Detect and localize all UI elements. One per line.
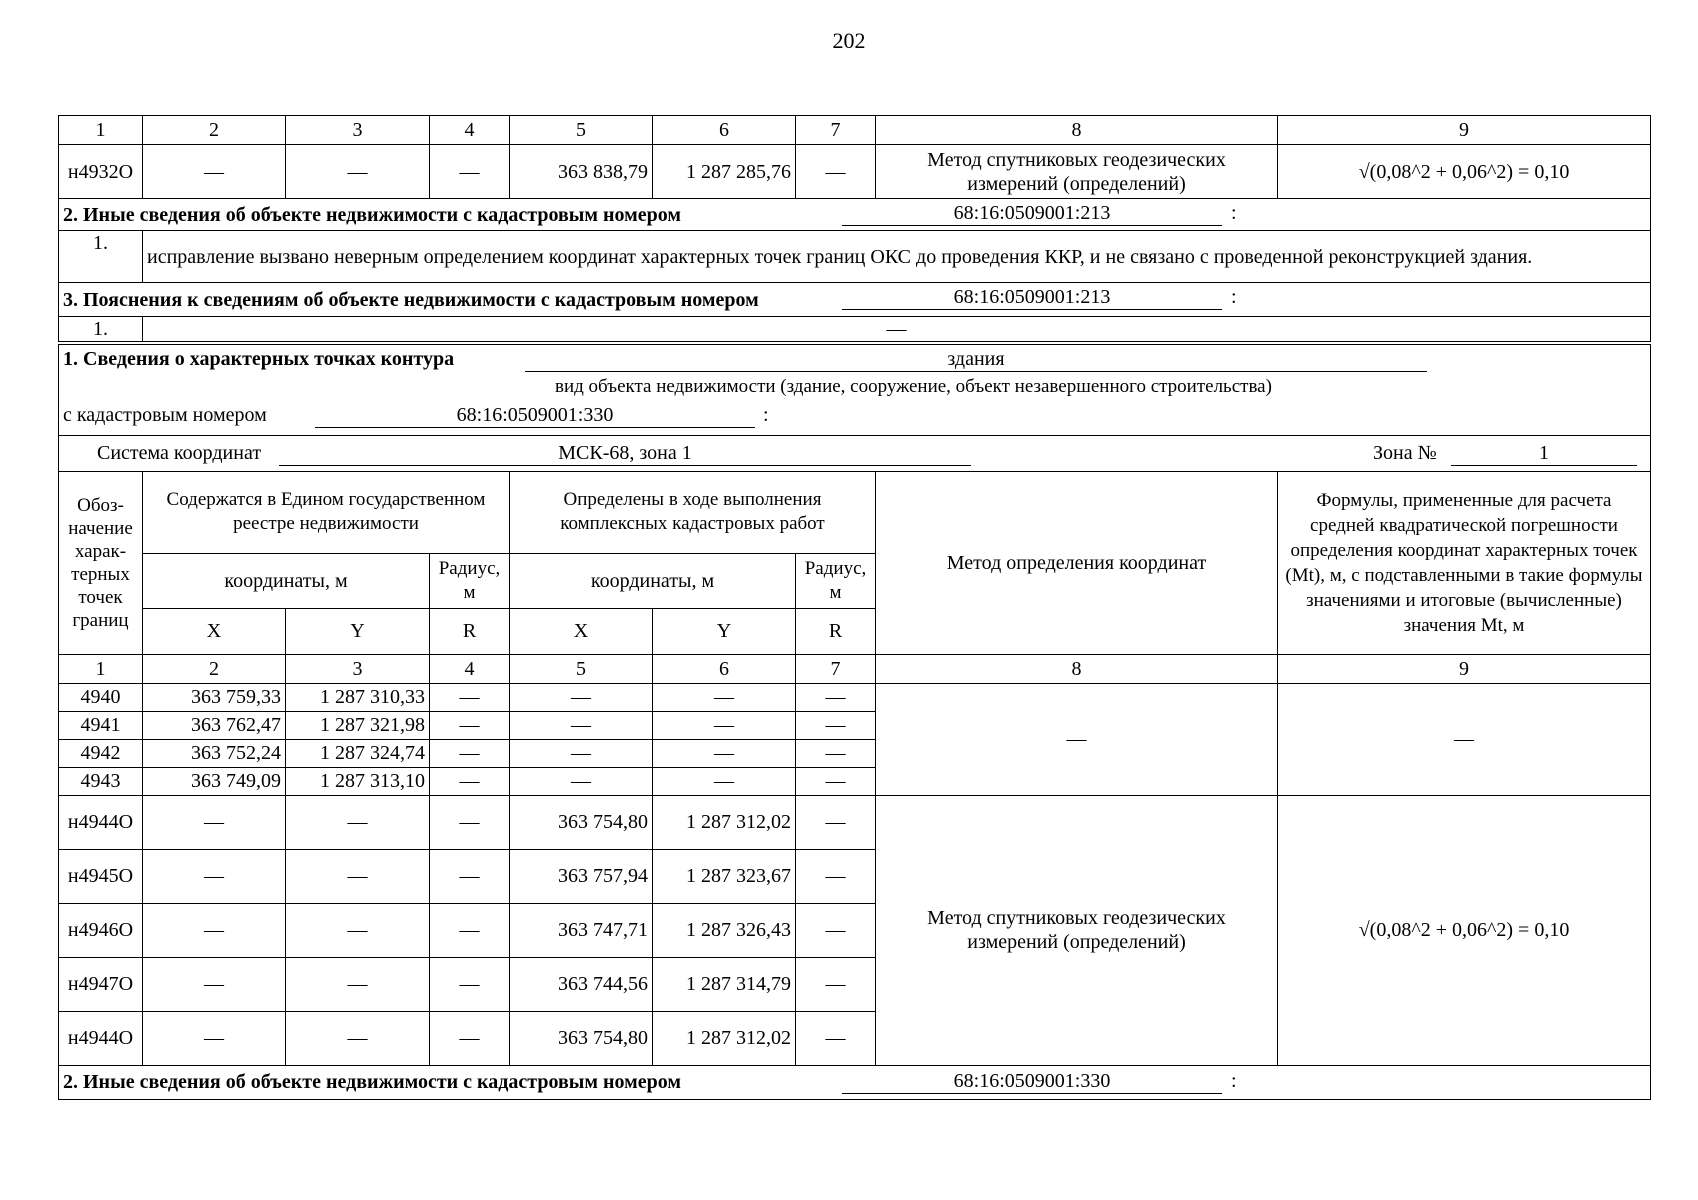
empty-value: — bbox=[796, 957, 876, 1011]
method-cell: Метод спутниковых геодезических измерений (определений) bbox=[876, 145, 1278, 199]
empty-value: — bbox=[430, 957, 510, 1011]
radius-header: Радиус, м bbox=[430, 553, 510, 608]
empty-value: — bbox=[653, 711, 796, 739]
colnum: 3 bbox=[286, 654, 430, 683]
empty-value: — bbox=[653, 767, 796, 795]
y-coordinate: 1 287 324,74 bbox=[286, 739, 430, 767]
colon: : bbox=[1231, 286, 1237, 308]
empty-value: — bbox=[143, 849, 286, 903]
x-coordinate: 363 759,33 bbox=[143, 683, 286, 711]
empty-value: — bbox=[286, 849, 430, 903]
colnum: 3 bbox=[286, 116, 430, 145]
point-id: н4932О bbox=[59, 145, 143, 199]
y-header: Y bbox=[653, 608, 796, 654]
empty-value: — bbox=[510, 739, 653, 767]
cadastral-label: с кадастровым номером bbox=[63, 404, 267, 426]
zone-value: 1 bbox=[1451, 441, 1637, 466]
empty-value: — bbox=[430, 145, 510, 199]
colnum: 9 bbox=[1278, 654, 1651, 683]
cadastral-number: 68:16:0509001:330 bbox=[842, 1069, 1222, 1094]
empty-value: — bbox=[143, 1011, 286, 1065]
coordinate-system-cell bbox=[59, 435, 1651, 471]
item-text: — bbox=[143, 317, 1651, 344]
formula-cell: √(0,08^2 + 0,06^2) = 0,10 bbox=[1278, 795, 1651, 1065]
table-row bbox=[59, 317, 1651, 344]
colon: : bbox=[1231, 1069, 1237, 1092]
empty-value: — bbox=[510, 767, 653, 795]
colnum: 7 bbox=[796, 116, 876, 145]
coordinate-system-value: МСК-68, зона 1 bbox=[279, 441, 971, 466]
empty-value: — bbox=[796, 739, 876, 767]
empty-value: — bbox=[653, 739, 796, 767]
y-coordinate: 1 287 323,67 bbox=[653, 849, 796, 903]
colon: : bbox=[763, 404, 769, 426]
egrn-header: Содержатся в Едином государственном реестре недвижимости bbox=[143, 471, 510, 553]
y-coordinate: 1 287 312,02 bbox=[653, 795, 796, 849]
empty-value: — bbox=[430, 739, 510, 767]
section-heading-row bbox=[59, 1065, 1651, 1099]
method-cell: Метод спутниковых геодезических измерений (определений) bbox=[876, 795, 1278, 1065]
y-coordinate: 1 287 321,98 bbox=[286, 711, 430, 739]
empty-value: — bbox=[796, 1011, 876, 1065]
column-number-row bbox=[59, 116, 1651, 145]
y-coordinate: 1 287 314,79 bbox=[653, 957, 796, 1011]
colnum: 8 bbox=[876, 116, 1278, 145]
empty-value: — bbox=[796, 903, 876, 957]
item-number: 1. bbox=[59, 317, 143, 344]
empty-value: — bbox=[510, 683, 653, 711]
colnum: 6 bbox=[653, 654, 796, 683]
r-header: R bbox=[796, 608, 876, 654]
x-coordinate: 363 747,71 bbox=[510, 903, 653, 957]
section-heading-row bbox=[59, 343, 1651, 435]
coordinate-system-label: Система координат bbox=[97, 441, 262, 464]
y-coordinate: 1 287 326,43 bbox=[653, 903, 796, 957]
document-sheet bbox=[58, 115, 1650, 1100]
x-coordinate: 363 752,24 bbox=[143, 739, 286, 767]
empty-value: — bbox=[796, 767, 876, 795]
empty-value: — bbox=[143, 957, 286, 1011]
colon: : bbox=[1231, 202, 1237, 224]
y-header: Y bbox=[286, 608, 430, 654]
y-coordinate: 1 287 310,33 bbox=[286, 683, 430, 711]
section-heading-cell bbox=[59, 1065, 1651, 1099]
section-heading-cell bbox=[59, 343, 1651, 435]
point-id: н4944О bbox=[59, 795, 143, 849]
page-number: 202 bbox=[832, 28, 866, 53]
empty-value: — bbox=[286, 957, 430, 1011]
method-cell: — bbox=[876, 683, 1278, 795]
empty-value: — bbox=[796, 711, 876, 739]
colnum: 4 bbox=[430, 654, 510, 683]
y-coordinate: 1 287 285,76 bbox=[653, 145, 796, 199]
point-id: 4943 bbox=[59, 767, 143, 795]
cadastral-number: 68:16:0509001:213 bbox=[842, 201, 1222, 226]
empty-value: — bbox=[796, 849, 876, 903]
coordinate-system-row bbox=[59, 435, 1651, 471]
empty-value: — bbox=[430, 683, 510, 711]
x-header: X bbox=[510, 608, 653, 654]
empty-value: — bbox=[430, 795, 510, 849]
formula-cell: √(0,08^2 + 0,06^2) = 0,10 bbox=[1278, 145, 1651, 199]
empty-value: — bbox=[430, 767, 510, 795]
object-type: здания bbox=[525, 347, 1427, 372]
point-id: 4942 bbox=[59, 739, 143, 767]
cadastral-number: 68:16:0509001:330 bbox=[315, 403, 755, 428]
table-row bbox=[59, 795, 1651, 849]
section-heading-cell bbox=[59, 283, 1651, 317]
empty-value: — bbox=[286, 903, 430, 957]
empty-value: — bbox=[430, 849, 510, 903]
x-coordinate: 363 757,94 bbox=[510, 849, 653, 903]
point-id: н4944О bbox=[59, 1011, 143, 1065]
point-id: н4947О bbox=[59, 957, 143, 1011]
colnum: 2 bbox=[143, 654, 286, 683]
point-id: н4945О bbox=[59, 849, 143, 903]
empty-value: — bbox=[796, 145, 876, 199]
point-id: н4946О bbox=[59, 903, 143, 957]
empty-value: — bbox=[143, 145, 286, 199]
empty-value: — bbox=[796, 683, 876, 711]
coords-header: координаты, м bbox=[143, 553, 430, 608]
colnum: 7 bbox=[796, 654, 876, 683]
empty-value: — bbox=[286, 795, 430, 849]
empty-value: — bbox=[796, 795, 876, 849]
colnum: 4 bbox=[430, 116, 510, 145]
method-header: Метод определения координат bbox=[876, 471, 1278, 654]
empty-value: — bbox=[143, 903, 286, 957]
section-heading-cell bbox=[59, 199, 1651, 231]
table-row bbox=[59, 145, 1651, 199]
colnum: 1 bbox=[59, 654, 143, 683]
colnum: 5 bbox=[510, 654, 653, 683]
column-number-row bbox=[59, 654, 1651, 683]
cadastral-number: 68:16:0509001:213 bbox=[842, 285, 1222, 310]
colnum: 2 bbox=[143, 116, 286, 145]
x-coordinate: 363 749,09 bbox=[143, 767, 286, 795]
formula-header: Формулы, примененные для расчета средней квадратической погрешности определения координат характерных точек (Mt), м, с подставленными в такие формулы значениями и итоговые (вычисленные) значения Mt, м bbox=[1278, 471, 1651, 654]
section-title: 3. Пояснения к сведениям об объекте недвижимости с кадастровым номером bbox=[63, 288, 759, 311]
object-type-hint: вид объекта недвижимости (здание, сооружение, объект незавершенного строительства) bbox=[555, 376, 1272, 397]
point-id: 4941 bbox=[59, 711, 143, 739]
cadastral-table bbox=[58, 115, 1651, 1100]
section-heading-row bbox=[59, 199, 1651, 231]
coords-header: координаты, м bbox=[510, 553, 796, 608]
y-coordinate: 1 287 312,02 bbox=[653, 1011, 796, 1065]
colnum: 6 bbox=[653, 116, 796, 145]
x-coordinate: 363 838,79 bbox=[510, 145, 653, 199]
x-coordinate: 363 754,80 bbox=[510, 795, 653, 849]
empty-value: — bbox=[286, 145, 430, 199]
y-coordinate: 1 287 313,10 bbox=[286, 767, 430, 795]
empty-value: — bbox=[653, 683, 796, 711]
item-text: исправление вызвано неверным определением координат характерных точек границ ОКС до проведения ККР, и не связано с проведенной реконструкцией здания. bbox=[143, 231, 1651, 283]
zone-label: Зона № bbox=[1373, 441, 1437, 464]
x-coordinate: 363 754,80 bbox=[510, 1011, 653, 1065]
empty-value: — bbox=[510, 711, 653, 739]
x-header: X bbox=[143, 608, 286, 654]
point-id: 4940 bbox=[59, 683, 143, 711]
colnum: 1 bbox=[59, 116, 143, 145]
r-header: R bbox=[430, 608, 510, 654]
section-title: 2. Иные сведения об объекте недвижимости с кадастровым номером bbox=[63, 203, 682, 226]
colnum: 9 bbox=[1278, 116, 1651, 145]
header-row bbox=[59, 471, 1651, 553]
empty-value: — bbox=[143, 795, 286, 849]
section-title: 1. Сведения о характерных точках контура bbox=[63, 348, 455, 370]
section-heading-row bbox=[59, 283, 1651, 317]
radius-header: Радиус, м bbox=[796, 553, 876, 608]
empty-value: — bbox=[430, 1011, 510, 1065]
empty-value: — bbox=[430, 903, 510, 957]
section-title: 2. Иные сведения об объекте недвижимости с кадастровым номером bbox=[63, 1071, 682, 1093]
item-number: 1. bbox=[59, 231, 143, 283]
x-coordinate: 363 744,56 bbox=[510, 957, 653, 1011]
table-row bbox=[59, 683, 1651, 711]
x-coordinate: 363 762,47 bbox=[143, 711, 286, 739]
table-row bbox=[59, 231, 1651, 283]
colnum: 8 bbox=[876, 654, 1278, 683]
colnum: 5 bbox=[510, 116, 653, 145]
kkr-header: Определены в ходе выполнения комплексных кадастровых работ bbox=[510, 471, 876, 553]
empty-value: — bbox=[430, 711, 510, 739]
formula-cell: — bbox=[1278, 683, 1651, 795]
empty-value: — bbox=[286, 1011, 430, 1065]
point-designation-header: Обоз-начение харак-терных точек границ bbox=[59, 471, 143, 654]
